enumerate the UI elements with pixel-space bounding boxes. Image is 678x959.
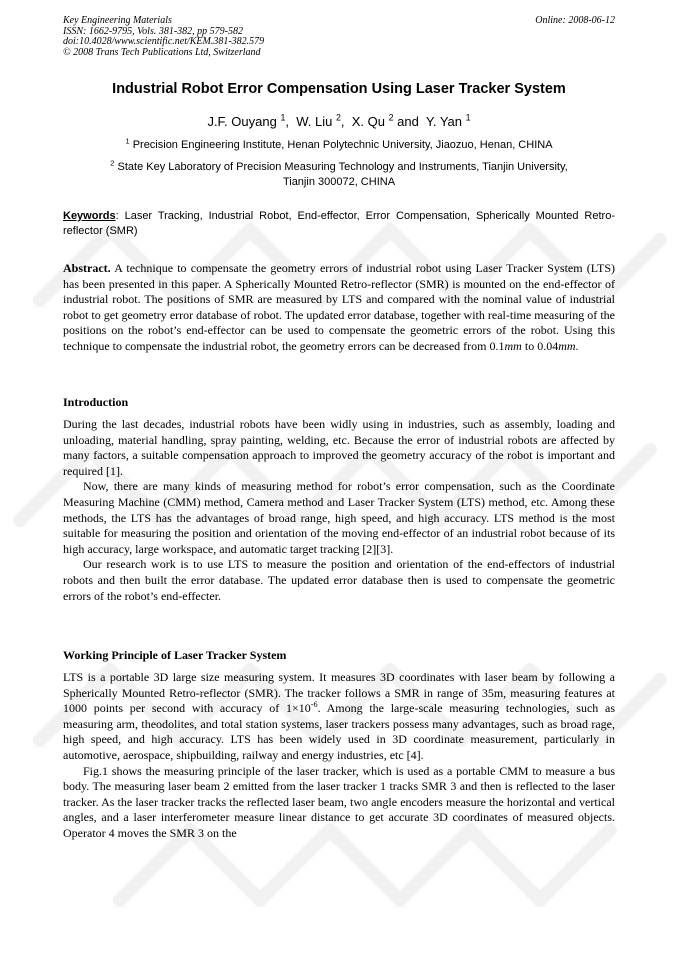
- author-separator: ,: [340, 114, 349, 129]
- section-heading-working-principle: Working Principle of Laser Tracker System: [63, 648, 287, 662]
- affiliation-text-line2: Tianjin 300072, CHINA: [282, 176, 396, 188]
- journal-name: Key Engineering Materials: [63, 15, 172, 26]
- affiliation-text: Precision Engineering Institute, Henan Polytechnic University, Jiaozuo, Henan, CHINA: [132, 139, 553, 151]
- author-name: X. Qu: [351, 114, 385, 129]
- paragraph: Our research work is to use LTS to measure the position and orientation of the end-effectors of industrial robots and then built the error database. The updated error database then is used to compensate the geometric errors of the robot’s end-effecter.: [63, 557, 615, 603]
- journal-header: [63, 16, 615, 58]
- author-name: W. Liu: [296, 114, 333, 129]
- author-list: [0, 114, 678, 129]
- paragraph: [63, 670, 615, 764]
- abstract-unit: mm: [504, 338, 522, 353]
- author-separator: and: [393, 114, 423, 129]
- paragraph-text: . Among the large-scale measuring technologies, such as measuring arm, theodolites, and total station systems, laser trackers possess many advantages, such as broad rage, high speed, and high accuracy. LTS has been widely used in 3D coordinate measurement, particularly in automotive, aerospace, shipbuilding, railway and energy industries, etc [4].: [63, 701, 615, 762]
- online-date: Online: 2008-06-12: [535, 15, 615, 26]
- paragraph: Fig.1 shows the measuring principle of the laser tracker, which is used as a portable CMM to measure a bus body. The measuring laser beam 2 emitted from the laser tracker 1 tracks SMR 3 and then is reflected to the laser tracker. As the laser tracker tracks the reflected laser beam, two angle encoders measure the horizontal and vertical angles, and a laser interferometer measure linear distance to get accurate 3D coordinates of measured objects. Operator 4 moves the SMR 3 on the: [63, 763, 615, 840]
- affiliation-number: 2: [110, 158, 115, 168]
- abstract-end: .: [575, 338, 579, 353]
- abstract-text: A technique to compensate the geometry errors of industrial robot using Laser Tracker System (LTS) has been presented in this paper. A Spherically Mounted Retro-reflector (SMR) is mounted on the end-effector of industrial robot. The positions of SMR are measured by LTS and compared with the nominal value of industrial robot to get geometry error database of robot. The updated error database, together with real-time measuring of the positions on the robot’s end-effector can be used to compensate the geometric errors of the robot. Using this technique to compensate the industrial robot, the geometry errors can be decreased from 0.1: [63, 261, 615, 353]
- exponent: -6: [310, 700, 318, 710]
- author-affiliation-mark: 1: [465, 112, 471, 123]
- author-affiliation-mark: 2: [335, 112, 341, 123]
- paragraph: During the last decades, industrial robots have been widly using in industries, such as assembly, loading and unloading, material handling, spray painting, welding, etc. Because the error of industrial robots are affected by many factors, a suitable compensation approach to improved the geometry accuracy of the robot is important and required [1].: [63, 417, 615, 478]
- author-affiliation-mark: 1: [280, 112, 286, 123]
- abstract-unit: mm: [558, 338, 576, 353]
- introduction-section: [63, 417, 615, 604]
- paragraph: Now, there are many kinds of measuring method for robot’s error compensation, such as the Coordinate Measuring Machine (CMM) method, Camera method and Laser Tracker System (LTS) method, etc. Among these methods, the LTS has the advantages of broad range, high speed, and high accuracy. LTS method is the most suitable for measuring the position and orientation of the moving end-effector of an industrial robot because of its high accuracy, large workspace, and automatic target tracking [2][3].: [63, 479, 615, 556]
- paragraph-text: LTS is a portable 3D large size measuring system. It measures 3D coordinates with laser beam by following a Spherically Mounted Retro-reflector (SMR). The tracker follows a SMR in range of 35m, measuring features at 1000 points per second with accuracy of 1×10: [63, 670, 615, 716]
- abstract-text-mid: to 0.04: [521, 338, 559, 353]
- author-separator: ,: [285, 114, 293, 129]
- affiliation-text: State Key Laboratory of Precision Measuring Technology and Instruments, Tianjin University,: [117, 161, 568, 173]
- author-affiliation-mark: 2: [388, 112, 394, 123]
- paper-title: Industrial Robot Error Compensation Using Laser Tracker System: [112, 81, 566, 97]
- doi-line: doi:10.4028/www.scientific.net/KEM.381-382.579: [63, 36, 265, 47]
- abstract-label: Abstract.: [63, 261, 111, 275]
- affiliation-1: [63, 138, 615, 153]
- section-heading-introduction: Introduction: [63, 395, 129, 409]
- affiliation-number: 1: [125, 136, 130, 146]
- author-name: J.F. Ouyang: [207, 114, 277, 129]
- keywords-block: [63, 209, 615, 238]
- working-principle-section: [63, 670, 615, 842]
- keywords-text: Laser Tracking, Industrial Robot, End-effector, Error Compensation, Spherically Mounted Retro-reflector (SMR): [63, 210, 615, 237]
- issn-line: ISSN: 1662-9795, Vols. 381-382, pp 579-582: [63, 25, 243, 37]
- abstract-block: [63, 261, 615, 355]
- keywords-colon: :: [115, 210, 125, 222]
- copyright-line: © 2008 Trans Tech Publications Ltd, Switzerland: [63, 46, 261, 58]
- affiliation-2: [63, 160, 615, 190]
- author-name: Y. Yan: [425, 114, 463, 129]
- keywords-label: Keywords: [63, 210, 116, 222]
